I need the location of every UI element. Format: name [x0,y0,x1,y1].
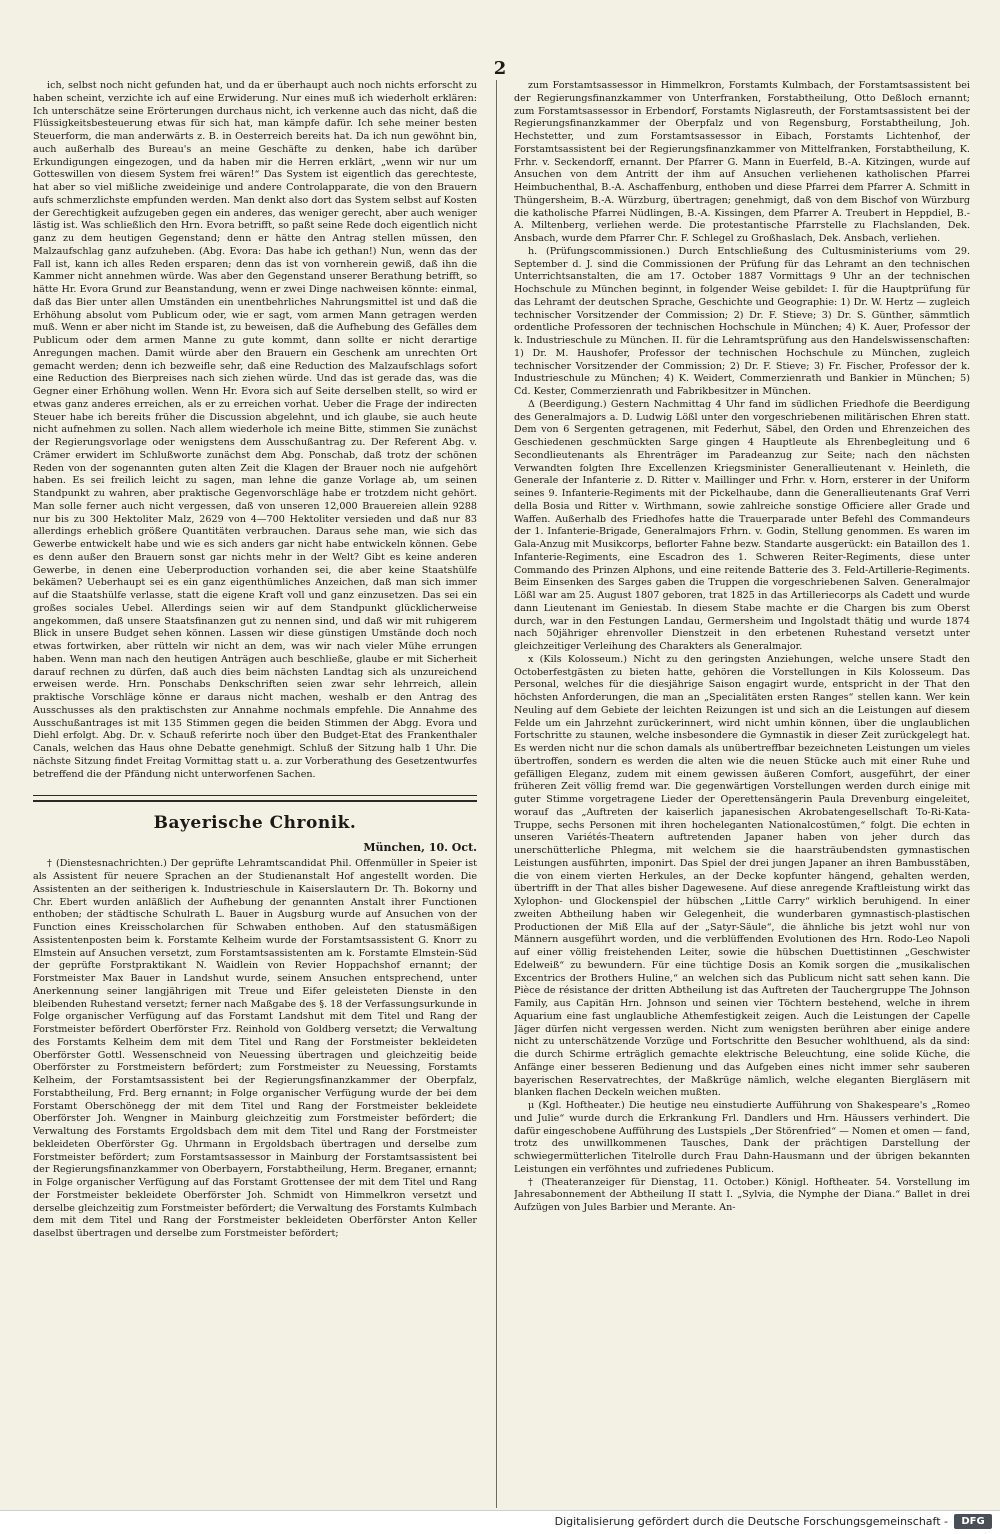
colosseum-paragraph: x (Kils Kolosseum.) Nicht zu den geringsten Anziehungen, welche unsere Stadt den Octoberfestgästen zu bieten hatte, gehören die Vorstellungen in Kils Kolosseum. Das Personal, welches für die diesjährige Saison engagirt wurde, entspricht in der That den höchsten Anforderungen, die man an „Specialitäten ersten Ranges“ stellen kann. Wer kein Neuling auf dem Gebiete der leichten Reizungen ist und sich an die Leistungen auf diesem Felde um ein Jahrzehnt zurückerinnert, wird nicht umhin können, über die unglaublichen Fortschritte zu staunen, welche insbesondere die Gymnastik in dieser Zeit zurückgelegt hat. Es werden nicht nur die schon damals als unübertreffbar bezeichneten Leistungen um vieles übertroffen, sondern es werden die alten wie die neuen Stücke auch mit einer Ruhe und gefälligen Eleganz, zudem mit einem gewissen äußeren Comfort, ausgeführt, der einer früheren Zeit völlig fremd war. Die gegenwärtigen Vorstellungen werden durch einige mit guter Stimme vorgetragene Lieder der Operettensängerin Paula Drevenburg eingeleitet, worauf das „Auftreten der kaiserlich japanesischen Akrobatengesellschaft To-Ri-Kata-Truppe, sechs Personen mit ihren hocheleganten Nationalcostümen,“ folgt. Die echten in unseren Variétés-Theatern auftretenden Japaner haben von jeher durch das unerschütterliche Phlegma, mit welchem sie die haarsträubendsten gymnastischen Leistungen ausführten, imponirt. Das Spiel der drei jungen Japaner an ihren Bambusstäben, die von einem vierten Herkules, an der Decke kopfunter hängend, gehalten werden, übertrifft in der That alles bisher Dagewesene. Auf diese anregende Kraftleistung wirkt das Xylophon- und Glockenspiel der hübschen „Little Carry“ wirklich beruhigend. In einer zweiten Abtheilung haben wir Gelegenheit, die wunderbaren gymnastisch-plastischen Productionen der Miß Ella auf der „Satyr-Säule“, die ähnliche bis jetzt wohl nur von Männern ausgeführt worden, und die verblüffenden Evolutionen des Hrn. Rodo-Leo Napoli auf einer völlig freistehenden Leiter, sowie die hübschen Duettistinnen „Geschwister Edelweiß“ zu bewundern. Für eine tüchtige Dosis an Komik sorgen die „musikalischen Excentrics der Brothers Huline,“ an welchen sich das Publicum nicht satt sehen kann. Die Pièce de résistance der dritten Abtheilung ist das Auftreten der Tauchergruppe The Johnson Family, aus Capitän Hrn. Johnson und seinen vier Töchtern bestehend, welche in ihrem Aquarium eine fast unglaubliche Athemfestigkeit zeigen. Auch die Leistungen der Capelle Jäger dürfen nicht vergessen werden. Nicht zum wenigsten berühren aber einige andere nicht zu unterschätzende Vorzüge und Fortschritte den Besucher wohlthuend, als da sind: die durch Schirme erträglich gemachte elektrische Beleuchtung, eine solide Küche, die Anfänge einer besseren Bedienung und das Aufgeben eines nicht immer sehr sauberen bayerischen Reservatrechtes, der Maßkrüge nämlich, welche eleganten Biergläsern mit blanken flachen Deckeln weichen mußten. [514,653,970,1099]
left-column [33,80,477,1500]
footer-credit: Digitalisierung gefördert durch die Deutsche Forschungsgemeinschaft - [554,1515,948,1528]
dateline: München, 10. Oct. [363,840,477,854]
page-number: 2 [493,58,507,79]
digitization-footer [0,1510,1000,1534]
hoftheater-paragraph: μ (Kgl. Hoftheater.) Die heutige neu einstudierte Aufführung von Shakespeare's „Romeo und Julie“ wurde durch die Erkrankung Frl. Dandlers und Hrn. Häussers verhindert. Die dafür eingeschobene Aufführung des Lustspiels „Der Störenfried“ — Nomen et omen — fand, trotz des unwillkommenen Tausches, Dank der prächtigen Darstellung der schwiegermütterlichen Titelrolle durch Frau Dahn-Hausmann und der übrigen bekannten Leistungen ein verföhntes und zufriedenes Publicum. [514,1100,970,1175]
theater-listing-paragraph: † (Theateranzeiger für Dienstag, 11. October.) Königl. Hoftheater. 54. Vorstellung im Jahresabonnement der Abtheilung II statt I. „Sylvia, die Nymphe der Diana.“ Ballet in drei Aufzügen von Jules Barbier und Merante. An- [514,1176,970,1213]
dfg-logo-icon: DFG [954,1514,992,1529]
appointments-paragraph: zum Forstamtsassessor in Himmelkron, Forstamts Kulmbach, der Forstamtsassistent bei der Regierungsfinanzkammer von Unterfranken, Forstabtheilung, Otto Deßloch ernannt; zum Forstamtsassessor in Erbendorf, Forstamts Niglasreuth, der Forstamtsassistent bei der Regierungsfinanzkammer der Oberpfalz und von Regensburg, Forstabtheilung, Joh. Hechstetter, und zum Forstamtsassessor in Eibach, Forstamts Lichtenhof, der Forstamtsassistent bei der Regierungsfinanzkammer von Mittelfranken, Forstabtheilung, K. Frhr. v. Seckendorff, ernannt. Der Pfarrer G. Mann in Euerfeld, B.-A. Kitzingen, wurde auf Ansuchen von dem Antritt der ihm auf Ansuchen verliehenen katholischen Pfarrei Heimbuchenthal, B.-A. Aschaffenburg, enthoben und diese Pfarrei dem Pfarrer A. Schmitt in Thüngersheim, B.-A. Würzburg, übertragen; genehmigt, daß von dem Bischof von Würzburg die katholische Pfarrei Nüdlingen, B.-A. Kissingen, dem Pfarrer A. Treubert in Heppdiel, B.-A. Miltenberg, verliehen werde. Die protestantische Pfarrstelle zu Flachslanden, Dek. Ansbach, wurde dem Pfarrer Chr. F. Schlegel zu Großhaslach, Dek. Ansbach, verliehen. [514,80,970,244]
section-title: Bayerische Chronik. [153,813,357,834]
chronik-paragraph: † (Dienstesnachrichten.) Der geprüfte Lehramtscandidat Phil. Offenmüller in Speier ist als Assistent für neuere Sprachen an der Studienanstalt Hof angestellt worden. Die Assistenten an der seitherigen k. Industrieschule in Kaiserslautern Dr. Th. Bokorny und Chr. Ebert wurden anläßlich der Aufhebung der genannten Anstalt ihrer Functionen enthoben; der städtische Schulrath L. Bauer in Augsburg wurde auf Ansuchen von der Function eines Kreisscholarchen für Schwaben enthoben. Auf den statusmäßigen Assistentenposten beim k. Forstamte Kelheim wurde der Forstamtsassistent G. Knorr zu Elmstein auf Ansuchen versetzt, zum Forstamtsassistenten am k. Forstamte Elmstein-Süd der geprüfte Forstpraktikant N. Waidlein von Revier Hoppachshof ernannt; der Forstmeister Max Bauer in Landshut wurde, seinem Ansuchen entsprechend, unter Anerkennung seiner langjährigen mit Treue und Eifer geleisteten Dienste in den bleibenden Ruhestand versetzt; ferner nach Maßgabe des §. 18 der Verfassungsurkunde in Folge organischer Verfügung auf das Forstamt Landshut mit dem Titel und Rang der Forstmeister befördert Oberförster Frz. Reinhold von Goldberg versetzt; die Verwaltung des Forstamts Kelheim dem mit dem Titel und Rang der Forstmeister bekleideten Oberförster Gottl. Wessenschneid von Neuessing übertragen und gleichzeitig beide Oberförster zu Forstmeistern befördert; zum Forstmeister zu Neuessing, Forstamts Kelheim, der Forstamtsassistent bei der Regierungsfinanzkammer der Oberpfalz, Forstabtheilung, Frd. Berg ernannt; in Folge organischer Verfügung wurde der bei dem Forstamt Oberschönegg der mit dem Titel und Rang der Forstmeister bekleidete Oberförster Joh. Wengner in Mainburg gleichzeitig zum Forstmeister befördert; die Verwaltung des Forstamts Ergoldsbach dem mit dem Titel und Rang der Forstmeister bekleideten Oberförster Gg. Uhrmann in Ergoldsbach übertragen und derselbe zum Forstmeister befördert; zum Forstamtsassessor in Mainburg der Forstamtsassistent bei der Regierungsfinanzkammer von Oberbayern, Forstabtheilung, Herm. Breganer, ernannt; in Folge organischer Verfügung auf das Forstamt Grottensee der mit dem Titel und Rang der Forstmeister bekleidete Oberförster Joh. Schmidt von Himmelkron versetzt und derselbe gleichzeitig zum Forstmeister befördert; die Verwaltung des Forstamts Kulmbach dem mit dem Titel und Rang der Forstmeister bekleideten Oberförster Anton Keller daselbst übertragen und derselbe zum Forstmeister befördert; [33,858,477,1240]
section-divider [33,795,477,802]
right-column [514,80,970,1500]
column-divider [496,80,497,1508]
parliament-report-paragraph: ich, selbst noch nicht gefunden hat, und da er überhaupt auch noch nichts erforscht zu haben scheint, verzichte ich auf eine Erwiderung. Nur eines muß ich wiederholt erklären: Ich unterschätze seine Erörterungen durchaus nicht, ich verkenne auch das nicht, daß die Flüssigkeitsbesteuerung etwas für sich hat, man kämpfe dafür. Ich sehe meiner besten Steuerform, die man anderwärts z. B. in Oesterreich bereits hat. Da ich nun gewöhnt bin, auch außerhalb des Bureau's an meine Geschäfte zu denken, habe ich darüber Erkundigungen eingezogen, und da haben mir die Herren erklärt, „wenn wir nur um Gotteswillen von diesem System frei wären!“ Das System ist eigentlich das gerechteste, hat aber so viel mißliche zweideinige und andere Controlapparate, die von den Brauern aufs schmerzlichste empfunden werden. Man denkt also dort das System selbst auf Kosten der Gerechtigkeit aufzugeben gegen ein anderes, das weniger gerecht, aber auch weniger lästig ist. Was schließlich den Hrn. Evora betrifft, so paßt seine Rede doch eigentlich nicht ganz zu dem heutigen Gegenstand; denn er hätte den Antrag stellen müssen, den Malzaufschlag ganz aufzuheben. (Abg. Evora: Das habe ich gethan!) Nun, wenn das der Fall ist, kann ich alles Reden ersparen; denn das ist von vornherein gewiß, daß ihn die Kammer nicht annehmen würde. Was aber den Gegenstand unserer Berathung betrifft, so hätte Hr. Evora Grund zur Beanstandung, wenn er zwei Dinge nachweisen könnte: einmal, daß das Bier unter allen Umständen ein unentbehrliches Nahrungsmittel ist und daß die Erhöhung absolut vom Publicum oder, wie er sagt, vom armen Mann getragen werden muß. Wenn er aber nicht im Stande ist, zu beweisen, daß die Aufhebung des Gefälles dem Publicum oder dem armen Manne zu gute kommt, dann sollte er nicht derartige Anregungen machen. Damit würde aber den Brauern ein Geschenk am unrechten Ort gemacht werden; denn ich bezweifle sehr, daß eine Reduction des Malzaufschlags sofort eine Reduction des Bierpreises nach sich ziehen würde. Und das ist gerade das, was die Gegner einer Erhöhung wollen. Wenn Hr. Evora sich auf Seite derselben stellt, so wird er etwas ganz anderes erreichen, als er zu erreichen vorhat. Ueber die Frage der indirecten Steuer habe ich bereits früher die Discussion abgelehnt, und ich glaube, sie auch heute nicht aufnehmen zu sollen. Nach allem wiederhole ich meine Bitte, stimmen Sie zunächst der Regierungsvorlage oder wenigstens dem Ausschußantrag zu. Der Referent Abg. v. Crämer erwidert im Schlußworte zunächst dem Abg. Ponschab, daß trotz der schönen Reden von der sogenannten guten alten Zeit die Klagen der Brauer noch nie aufgehört haben. Es sei freilich leicht zu sagen, man lehne die ganze Vorlage ab, um seinen Standpunkt zu wahren, aber praktische Gegenvorschläge habe er trotzdem nicht gehört. Man solle ferner auch nicht vergessen, daß von unseren 12,000 Brauereien allein 9288 nur bis zu 300 Hektoliter Malz, 2629 von 4—700 Hektoliter versieden und daß nur 83 allerdings erheblich größere Quantitäten verbrauchen. Daraus sehe man, wie sich das Gewerbe entwickelt habe und wie es sich anders gar nicht habe entwickeln können. Gebe es denn außer den Brauern sonst gar nichts mehr in der Welt? Gibt es keine anderen Gewerbe, in denen eine Ueberproduction vorhanden sei, die aber keine Staatshülfe bekämen? Ueberhaupt sei es ein ganz eigenthümliches Anzeichen, daß man sich immer auf die Staatshülfe verlasse, statt die eigene Kraft voll und ganz einzusetzen. Das sei ein großes sociales Uebel. Allerdings seien wir auf dem Standpunkt glücklicherweise angekommen, daß unsere Staatsfinanzen gut zu nennen sind, und daß wir mit ruhigerem Blick in unsere Budget sehen können. Lassen wir diese günstigen Umstände doch noch etwas fortwirken, aber rütteln wir nicht an dem, was wir nach vieler Mühe errungen haben. Wenn man nach den heutigen Anträgen auch beschließe, glaube er mit Sicherheit darauf rechnen zu dürfen, daß auch dies beim nächsten Landtag sich als unzureichend erweisen werde. Hrn. Ponschabs Denkschriften seien zwar sehr lehrreich, allein praktische Vorschläge könne er daraus nicht machen, weshalb er den Antrag des Ausschusses als den praktischsten zur Annahme nochmals empfehle. Die Annahme des Ausschußantrages ist mit 135 Stimmen gegen die beiden Stimmen der Abgg. Evora und Diehl erfolgt. Abg. Dr. v. Schauß referirte noch über den Budget-Etat des Frankenthaler Canals, welchen das Haus ohne Debatte genehmigt. Schluß der Sitzung halb 1 Uhr. Die nächste Sitzung findet Freitag Vormittag statt u. a. zur Vorberathung des Gesetzentwurfes betreffend die der Pfändung nicht unterworfenen Sachen. [33,80,477,780]
funeral-paragraph: Δ (Beerdigung.) Gestern Nachmittag 4 Uhr fand im südlichen Friedhofe die Beerdigung des Generalmajors a. D. Ludwig Lößl unter den vorgeschriebenen militärischen Ehren statt. Dem von 6 Sergenten getragenen, mit Federhut, Säbel, den Orden und Ehrenzeichen des Geschiedenen geschmückten Sarge gingen 4 Hauptleute als Ehrenbegleitung und 6 Secondlieutenants als Ehrenträger im Paradeanzug zur Seite; nach den nächsten Verwandten folgten Ihre Excellenzen Kriegsminister Generallieutenant v. Heinleth, die Generale der Infanterie z. D. Ritter v. Maillinger und Frhr. v. Horn, ersterer in der Uniform seines 9. Infanterie-Regiments mit der Pickelhaube, dann die Generallieutenants Graf Verri della Bosia und Ritter v. Wirthmann, sowie zahlreiche sonstige Officiere aller Grade und Waffen. Außerhalb des Friedhofes hatte die Trauerparade unter Befehl des Commandeurs der 1. Infanterie-Brigade, Generalmajors Frhrn. v. Godin, Stellung genommen. Es waren im Gala-Anzug mit Musikcorps, beflorter Fahne bezw. Standarte ausgerückt: ein Bataillon des 1. Infanterie-Regiments, eine Escadron des 1. Schweren Reiter-Regiments, diese unter Commando des Prinzen Alphons, und eine reitende Batterie des 3. Feld-Artillerie-Regiments. Beim Einsenken des Sarges gaben die Truppen die vorgeschriebenen Salven. Generalmajor Lößl war am 25. August 1807 geboren, trat 1825 in das Artilleriecorps als Cadett und wurde dann Lieutenant im Geniestab. In diesem Stabe machte er die Chargen bis zum Oberst durch, war in den Festungen Landau, Germersheim und Ingolstadt thätig und wurde 1874 nach 50jähriger ehrenvoller Dienstzeit in den erbetenen Ruhestand versetzt unter gleichzeitiger Verleihung des Charakters als Generalmajor. [514,398,970,652]
commissions-paragraph: h. (Prüfungscommissionen.) Durch Entschließung des Cultusministeriums vom 29. September d. J. sind die Commissionen der Prüfung für das Lehramt an den technischen Unterrichtsanstalten, die am 17. October 1887 Vormittags 9 Uhr an der technischen Hochschule zu München beginnt, in folgender Weise gebildet: I. für die Hauptprüfung für das Lehramt der deutschen Sprache, Geschichte und Geographie: 1) Dr. W. Hertz — zugleich technischer Vorsitzender der Commission; 2) Dr. F. Stieve; 3) Dr. S. Günther, sämmtlich ordentliche Professoren der technischen Hochschule in München; 4) K. Auer, Professor der k. Industrieschule zu München. II. für die Lehramtsprüfung aus den Handelswissenschaften: 1) Dr. M. Haushofer, Professor der technischen Hochschule zu München, zugleich technischer Vorsitzender der Commission; 2) Dr. F. Stieve; 3) Fr. Fischer, Professor der k. Industrieschule zu München; 4) K. Weidert, Commerzienrath und Bankier in München; 5) Cd. Kester, Commerzienrath und Fabrikbesitzer in München. [514,245,970,397]
